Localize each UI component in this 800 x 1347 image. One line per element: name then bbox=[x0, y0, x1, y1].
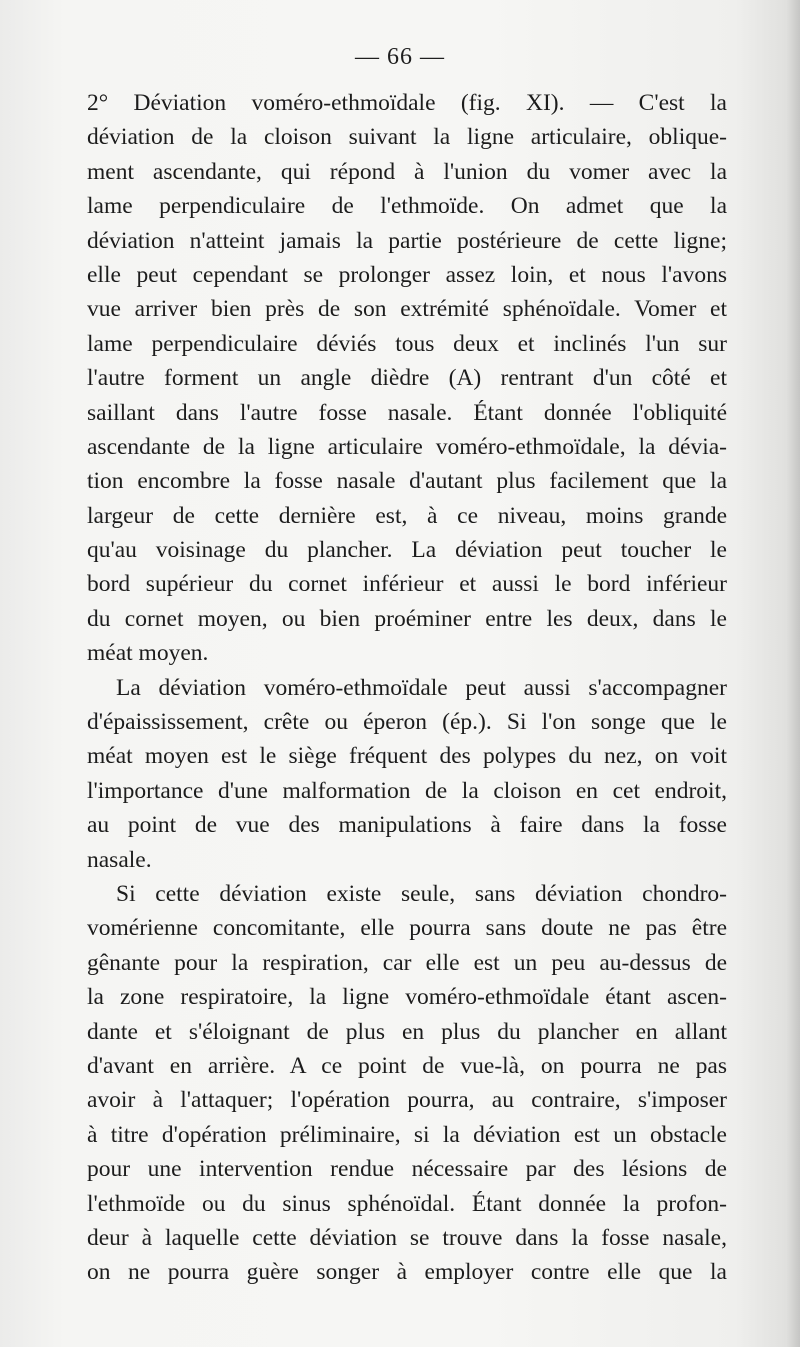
text-line: méat moyen est le siège fréquent des polypes du nez, on voit bbox=[87, 743, 727, 770]
text-line: du cornet moyen, ou bien proéminer entre les deux, dans le bbox=[87, 605, 727, 632]
text-line: qu'au voisinage du plancher. La déviation peut toucher le bbox=[87, 537, 727, 564]
text-line: déviation de la cloison suivant la ligne articulaire, oblique- bbox=[87, 124, 727, 151]
text-line: dante et s'éloignant de plus en plus du plancher en allant bbox=[87, 1018, 727, 1045]
text-line: méat moyen. bbox=[87, 640, 209, 667]
text-line: à titre d'opération préliminaire, si la déviation est un obstacle bbox=[87, 1121, 727, 1148]
text-line: déviation n'atteint jamais la partie postérieure de cette ligne; bbox=[87, 227, 727, 254]
text-line: lame perpendiculaire déviés tous deux et inclinés l'un sur bbox=[87, 330, 727, 357]
text-line: vue arriver bien près de son extrémité sphénoïdale. Vomer et bbox=[87, 296, 727, 323]
text-line: d'avant en arrière. A ce point de vue-là, on pourra ne pas bbox=[87, 1052, 727, 1079]
paragraph-start-line: La déviation voméro-ethmoïdale peut aussi s'accompagner bbox=[116, 674, 727, 701]
text-line: l'autre forment un angle dièdre (A) rentrant d'un côté et bbox=[87, 365, 727, 392]
text-line: d'épaississement, crête ou éperon (ép.). Si l'on songe que le bbox=[87, 709, 727, 736]
text-line: deur à laquelle cette déviation se trouve dans la fosse nasale, bbox=[87, 1224, 727, 1251]
paragraph-start-line: Si cette déviation existe seule, sans déviation chondro- bbox=[116, 880, 727, 907]
text-line: tion encombre la fosse nasale d'autant plus facilement que la bbox=[87, 468, 727, 495]
text-line: avoir à l'attaquer; l'opération pourra, au contraire, s'imposer bbox=[87, 1087, 727, 1114]
text-line: lame perpendiculaire de l'ethmoïde. On admet que la bbox=[87, 193, 727, 220]
text-line: elle peut cependant se prolonger assez loin, et nous l'avons bbox=[87, 261, 727, 288]
text-line: l'ethmoïde ou du sinus sphénoïdal. Étant donnée la profon- bbox=[87, 1190, 727, 1217]
text-line: largeur de cette dernière est, à ce niveau, moins grande bbox=[87, 502, 727, 529]
text-line: nasale. bbox=[87, 846, 152, 873]
body-text bbox=[87, 86, 727, 1290]
text-line: on ne pourra guère songer à employer contre elle que la bbox=[87, 1259, 727, 1286]
text-line: saillant dans l'autre fosse nasale. Étant donnée l'obliquité bbox=[87, 399, 727, 426]
text-line: au point de vue des manipulations à faire dans la fosse bbox=[87, 812, 727, 839]
text-line: gênante pour la respiration, car elle est un peu au-dessus de bbox=[87, 949, 727, 976]
text-line: bord supérieur du cornet inférieur et aussi le bord inférieur bbox=[87, 571, 727, 598]
text-line: 2° Déviation voméro-ethmoïdale (fig. XI). — C'est la bbox=[87, 90, 727, 116]
text-line: la zone respiratoire, la ligne voméro-ethmoïdale étant ascen- bbox=[87, 984, 727, 1011]
text-line: vomérienne concomitante, elle pourra sans doute ne pas être bbox=[87, 915, 727, 942]
text-line: l'importance d'une malformation de la cloison en cet endroit, bbox=[87, 777, 727, 804]
text-line: ascendante de la ligne articulaire voméro-ethmoïdale, la dévia- bbox=[87, 433, 727, 460]
page-edge-shadow bbox=[786, 0, 800, 1347]
text-line: ment ascendante, qui répond à l'union du vomer avec la bbox=[87, 158, 727, 185]
page-number: — 66 — bbox=[355, 44, 445, 70]
text-line: pour une intervention rendue nécessaire par des lésions de bbox=[87, 1156, 727, 1183]
